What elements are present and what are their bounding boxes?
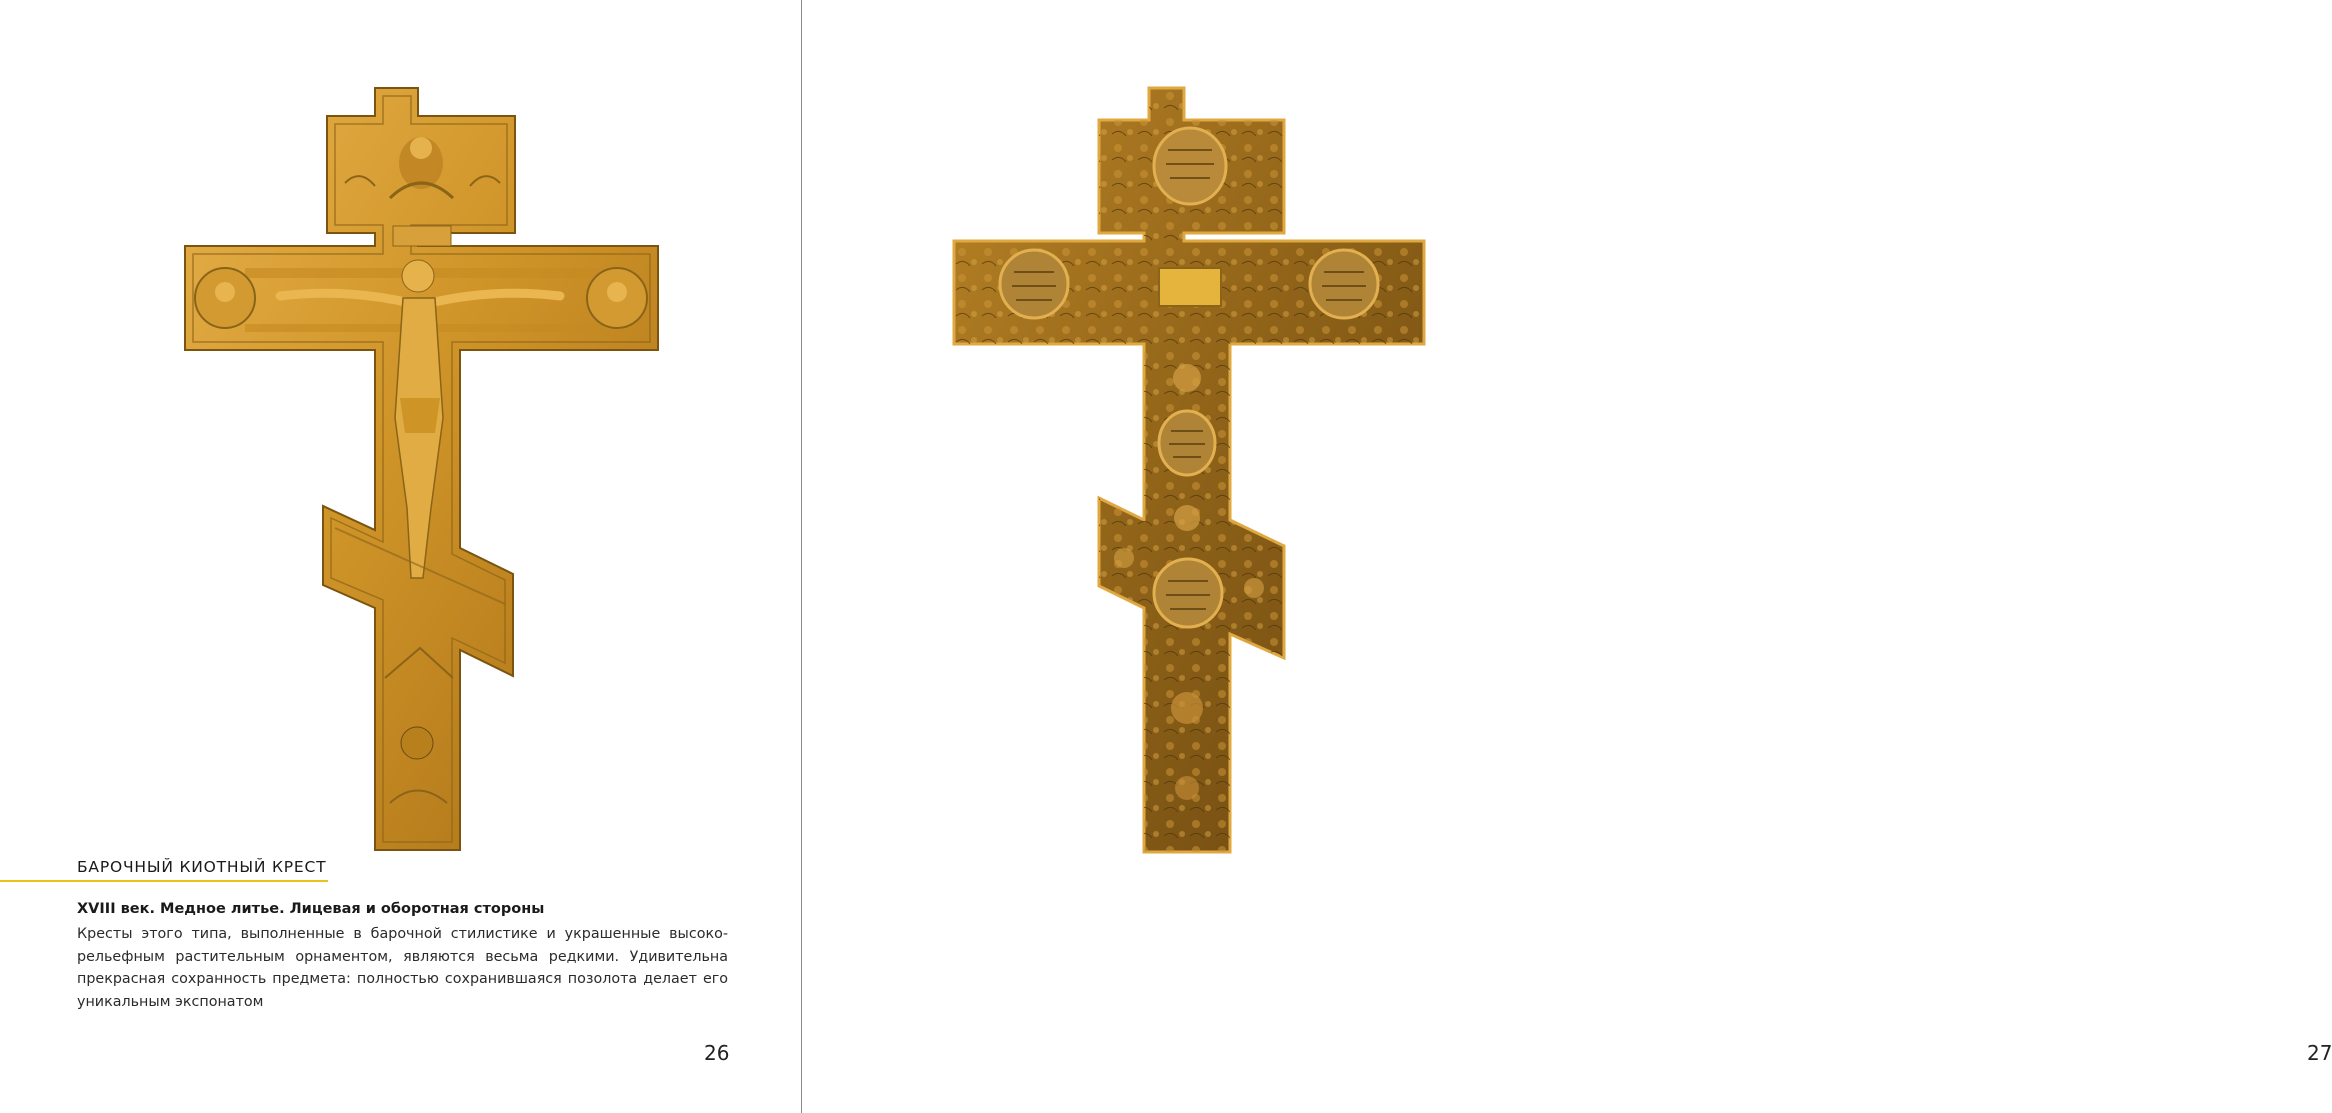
caption-title: БАРОЧНЫЙ КИОТНЫЙ КРЕСТ xyxy=(77,858,327,876)
left-page xyxy=(0,0,801,1113)
caption-body: Кресты этого типа, выполненные в барочной стилистике и украшенные высоко-рельефным растительным орнаментом, являются весьма редкими. Удивительна прекрасная сохранность предмета: полностью сохранившаяся позолота делает его уникальным экспонатом xyxy=(77,926,728,1010)
caption-accent-rule xyxy=(0,880,328,882)
page-number-right: 27 xyxy=(2307,1041,2332,1065)
cross-front-image xyxy=(185,88,675,858)
right-page xyxy=(802,0,2332,1113)
page-number-left: 26 xyxy=(704,1041,730,1065)
caption-subtitle: XVIII век. Медное литье. Лицевая и оборотная стороны xyxy=(77,901,545,917)
cross-back-image xyxy=(954,88,1430,860)
